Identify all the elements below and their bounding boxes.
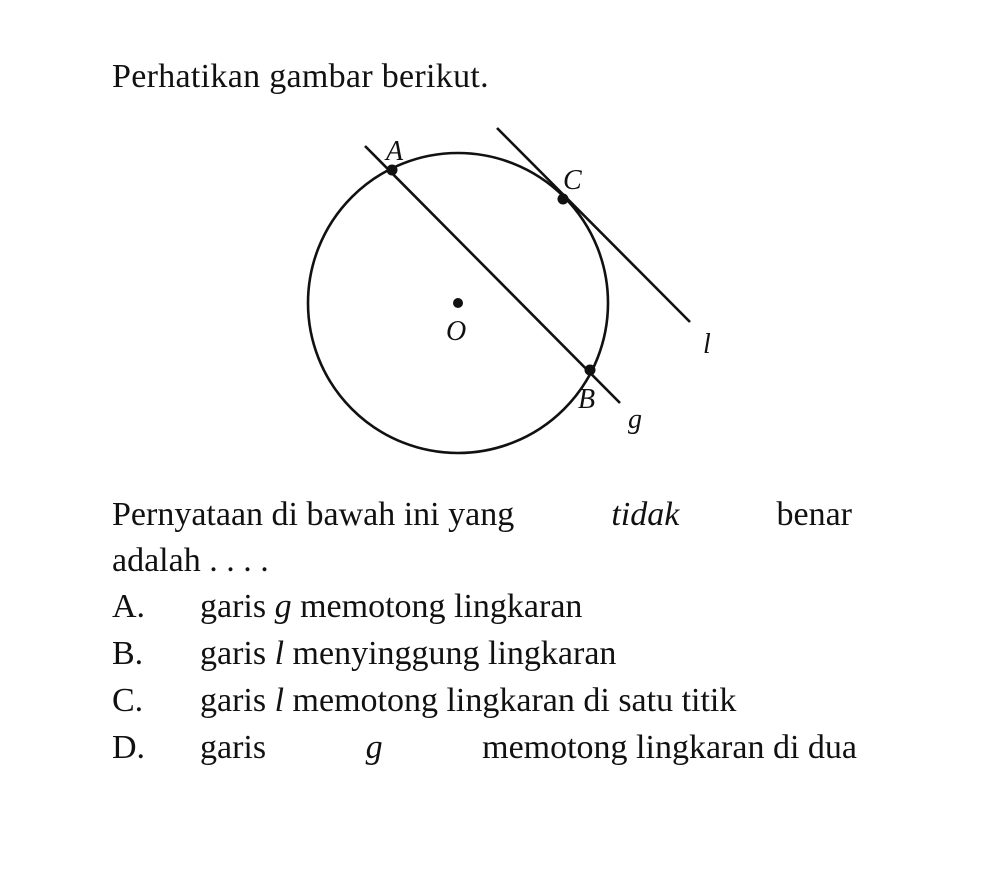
label-l: l xyxy=(703,329,711,360)
label-g: g xyxy=(628,404,642,435)
option-pre: garis xyxy=(200,682,267,719)
secant-line-g xyxy=(365,146,620,403)
option-var: g xyxy=(274,588,292,625)
option-pre: garis xyxy=(200,729,267,766)
tangent-line-l xyxy=(497,128,690,322)
option-pre: garis xyxy=(200,635,267,672)
option-post: menyinggung lingkaran xyxy=(292,635,617,672)
label-o: O xyxy=(446,316,467,347)
point-b xyxy=(585,365,596,376)
question-line-2: adalah . . . . xyxy=(112,542,269,579)
option-var: l xyxy=(274,635,285,672)
option-var: g xyxy=(365,729,383,766)
option-letter: D. xyxy=(112,729,146,766)
label-a: A xyxy=(386,136,404,167)
question-part-1: Pernyataan di bawah ini yang xyxy=(112,496,515,533)
label-b: B xyxy=(578,384,596,415)
question-part-2: benar xyxy=(776,496,852,533)
question-text xyxy=(112,492,852,584)
option-post: memotong lingkaran xyxy=(300,588,583,625)
option-pre: garis xyxy=(200,588,267,625)
option-post: memotong lingkaran di satu titik xyxy=(292,682,737,719)
question-emphasis: tidak xyxy=(611,496,680,533)
option-var: l xyxy=(274,682,285,719)
option-post: memotong lingkaran di dua xyxy=(482,729,857,766)
option-letter: C. xyxy=(112,682,144,719)
option-letter: B. xyxy=(112,635,144,672)
label-c: C xyxy=(563,165,582,196)
option-letter: A. xyxy=(112,588,146,625)
intro-text: Perhatikan gambar berikut. xyxy=(112,58,489,95)
center-point-o xyxy=(453,298,463,308)
